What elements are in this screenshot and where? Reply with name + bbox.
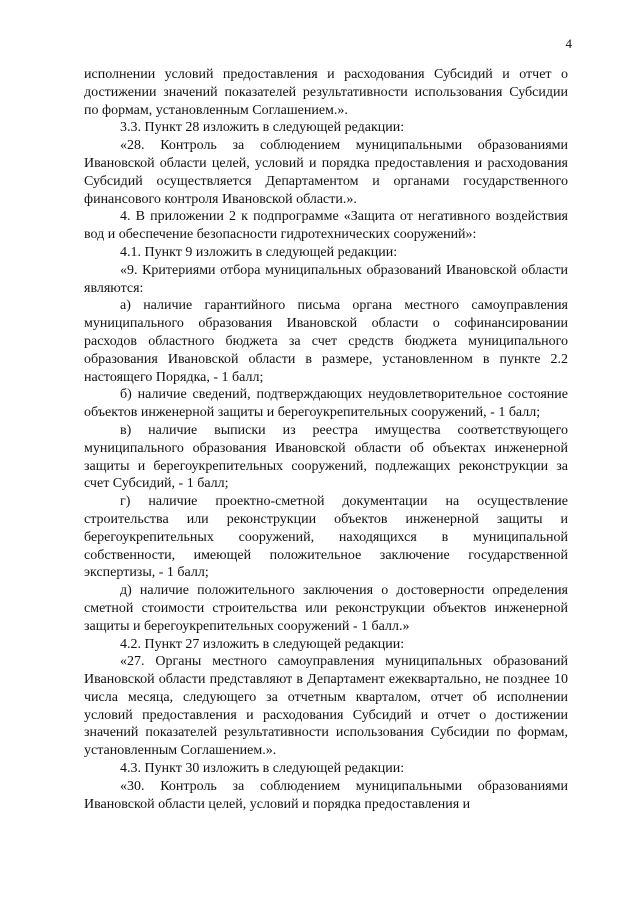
paragraph-criterion-b: б) наличие сведений, подтверждающих неудовлетворительное состояние объектов инженерной защиты и берегоукрепительных сооружений, - 1 балл; [84,387,568,421]
paragraph-point-28: «28. Контроль за соблюдением муниципальными образованиями Ивановской области целей, условий и порядка предоставления и расходования Субсидий осуществляется Департаментом и органами государственного финансового контроля Ивановской области.». [84,138,568,207]
paragraph-criterion-g: г) наличие проектно-сметной документации на осуществление строительства или реконструкции объектов инженерной защиты и берегоукрепительных сооружений, находящихся в муниципальной собственности, имеющей положительное заключение государственной экспертизы, - 1 балл; [84,494,568,581]
paragraph-item-4-3: 4.3. Пункт 30 изложить в следующей редакции: [120,761,405,777]
paragraph-item-4-2: 4.2. Пункт 27 изложить в следующей редакции: [120,636,405,652]
paragraph-item-4: 4. В приложении 2 к подпрограмме «Защита от негативного воздействия вод и обеспечение безопасности гидротехнических сооружений»: [84,209,568,243]
page-number: 4 [565,36,572,51]
paragraph-item-4-1: 4.1. Пункт 9 изложить в следующей редакции: [120,244,398,260]
paragraph-criterion-a: а) наличие гарантийного письма органа местного самоуправления муниципального образования Ивановской области о софинансировании расходов областного бюджета за счет средств бюджета муниципального образования Ивановской области в размере, установленном в пункте 2.2 настоящего Порядка, - 1 балл; [84,298,568,385]
paragraph-point-27: «27. Органы местного самоуправления муниципальных образований Ивановской области представляют в Департамент ежеквартально, не позднее 10 числа месяца, следующего за отчетным кварталом, отчет об исполнении условий предоставления и расходования Субсидий и отчет о достижении значений показателей результативности использования Субсидии по формам, установленным Соглашением.». [84,654,568,759]
paragraph-item-3-3: 3.3. Пункт 28 изложить в следующей редакции: [120,120,405,136]
paragraph-criterion-v: в) наличие выписки из реестра имущества соответствующего муниципального образования Ивановской области об объектах инженерной защиты и берегоукрепительных сооружений, подлежащих реконструкции за счет Субсидий, - 1 балл; [84,422,568,492]
paragraph-continuation: исполнении условий предоставления и расходования Субсидий и отчет о достижении значений показателей результативности использования Субсидии по формам, установленным Соглашением.». [84,67,568,118]
paragraph-point-9: «9. Критериями отбора муниципальных образований Ивановской области являются: [84,262,568,296]
paragraph-criterion-d: д) наличие положительного заключения о достоверности определения сметной стоимости строительства или реконструкции объектов инженерной защиты и берегоукрепительных сооружений - 1 балл.» [84,583,568,634]
document-body [84,66,568,813]
paragraph-point-30: «30. Контроль за соблюдением муниципальными образованиями Ивановской области целей, условий и порядка предоставления и [84,778,568,812]
